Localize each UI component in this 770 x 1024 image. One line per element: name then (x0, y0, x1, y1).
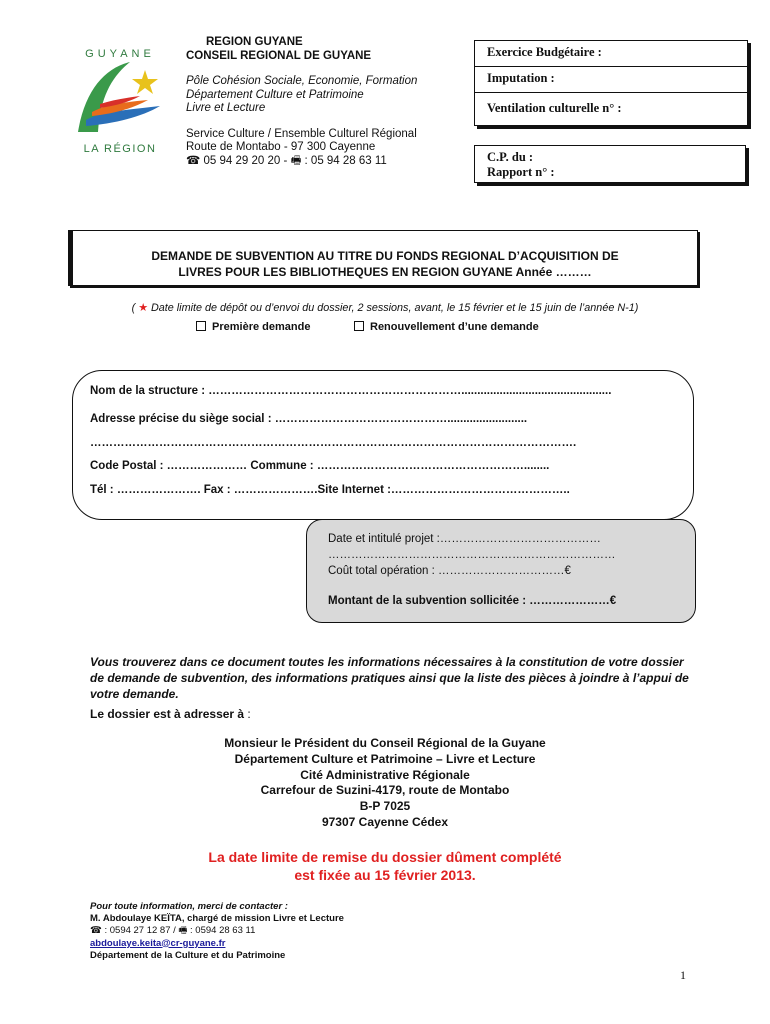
contact-dept: Département de la Culture et du Patrimoine (90, 949, 286, 961)
address-line: Carrefour de Suzini-4179, route de Montabo (260, 783, 510, 798)
address-line: 97307 Cayenne Cédex (321, 814, 449, 829)
check-renouvellement[interactable] (354, 321, 539, 333)
region-logo (70, 48, 170, 166)
send-to-text: Le dossier est à adresser à (90, 707, 245, 721)
contact-phones: ☎ : 0594 27 12 87 / 🖷 : 0594 28 63 11 (90, 925, 256, 937)
check-premiere-label: Première demande (212, 321, 311, 333)
header-departement: Département Culture et Patrimoine (186, 88, 364, 101)
header-region: REGION GUYANE (206, 36, 303, 48)
field-date-intitule-suite[interactable]: ………………………………………………………………… (328, 549, 616, 561)
field-cout-total[interactable]: Coût total opération : ……………………………€ (328, 565, 571, 577)
field-adresse-suite[interactable]: ………………………………………………………………………………………………………………. (90, 437, 577, 449)
budget-imputation: Imputation : (475, 67, 747, 93)
field-code-postal-commune[interactable]: Code Postal : ………………… Commune : ………………………………………………........ (90, 460, 550, 472)
rapport-number: Rapport n° : (487, 165, 555, 179)
checkbox-icon[interactable] (354, 321, 364, 331)
budget-ventilation: Ventilation culturelle n° : (487, 101, 622, 115)
cp-box (474, 145, 746, 183)
form-title-box (68, 230, 698, 286)
form-title-line2: LIVRES POUR LES BIBLIOTHEQUES EN REGION GUYANE Année ……… (178, 265, 592, 279)
header-block (186, 36, 417, 168)
field-date-intitule[interactable]: Date et intitulé projet :…………………………………… (328, 533, 601, 545)
check-premiere[interactable] (196, 321, 310, 333)
deadline-line2: est fixée au 15 février 2013. (294, 867, 476, 883)
contact-email-link[interactable]: abdoulaye.keita@cr-guyane.fr (90, 937, 226, 949)
address-block (0, 736, 770, 831)
page-number: 1 (680, 968, 686, 982)
budget-exercice: Exercice Budgétaire : (475, 41, 747, 67)
header-service: Service Culture / Ensemble Culturel Régional (186, 127, 417, 140)
budget-box (474, 40, 748, 126)
address-line: B-P 7025 (359, 799, 411, 814)
logo-emblem-icon (70, 60, 170, 138)
field-tel-fax-site[interactable]: Tél : …………………. Fax : ………………….Site Internet :……………………………………….. (90, 484, 570, 496)
deadline-block (0, 848, 770, 884)
note-open-paren: ( (131, 302, 136, 314)
address-line: Monsieur le Président du Conseil Régional de la Guyane (224, 736, 546, 750)
note-text: Date limite de dépôt ou d’envoi du dossier, 2 sessions, avant, le 15 février et le 15 juin de l’année N-1) (150, 302, 639, 314)
contact-name: M. Abdoulaye KEÏTA, chargé de mission Livre et Lecture (90, 913, 344, 925)
logo-bottom-text: LA RÉGION (83, 143, 157, 155)
send-to-colon: : (244, 707, 251, 721)
field-adresse[interactable]: Adresse précise du siège social : ………………………………………......................... (90, 413, 528, 425)
field-nom-structure[interactable]: Nom de la structure : …………………………………………………………............................................... (90, 385, 612, 397)
logo-top-text: GUYANE (85, 48, 155, 60)
checkbox-icon[interactable] (196, 321, 206, 331)
field-montant-subvention[interactable]: Montant de la subvention sollicitée : …………………€ (328, 595, 617, 607)
send-to-label (90, 707, 251, 721)
contact-block (90, 901, 344, 962)
star-icon: ★ (138, 302, 148, 314)
header-conseil: CONSEIL REGIONAL DE GUYANE (186, 49, 372, 62)
header-tel-fax: ☎ 05 94 29 20 20 - 🖷 : 05 94 28 63 11 (186, 154, 387, 167)
header-pole: Pôle Cohésion Sociale, Economie, Formation (186, 75, 418, 87)
form-title-line1: DEMANDE DE SUBVENTION AU TITRE DU FONDS REGIONAL D’ACQUISITION DE (151, 249, 619, 263)
address-line: Cité Administrative Régionale (300, 767, 470, 782)
deadline-note (0, 301, 770, 314)
cp-date: C.P. du : (487, 150, 534, 164)
header-route: Route de Montabo - 97 300 Cayenne (186, 141, 376, 153)
contact-intro: Pour toute information, merci de contacter : (90, 901, 288, 912)
header-livre: Livre et Lecture (186, 102, 266, 114)
intro-paragraph: Vous trouverez dans ce document toutes les informations nécessaires à la constitution de votre dossier de demande de subvention, des informations pratiques ainsi que la liste des pièces à joindre à l’appui de votre demande. (90, 655, 689, 701)
address-line: Département Culture et Patrimoine – Livre et Lecture (234, 751, 536, 766)
deadline-line1: La date limite de remise du dossier dûment complété (208, 849, 562, 865)
check-renouvellement-label: Renouvellement d’une demande (370, 321, 539, 333)
